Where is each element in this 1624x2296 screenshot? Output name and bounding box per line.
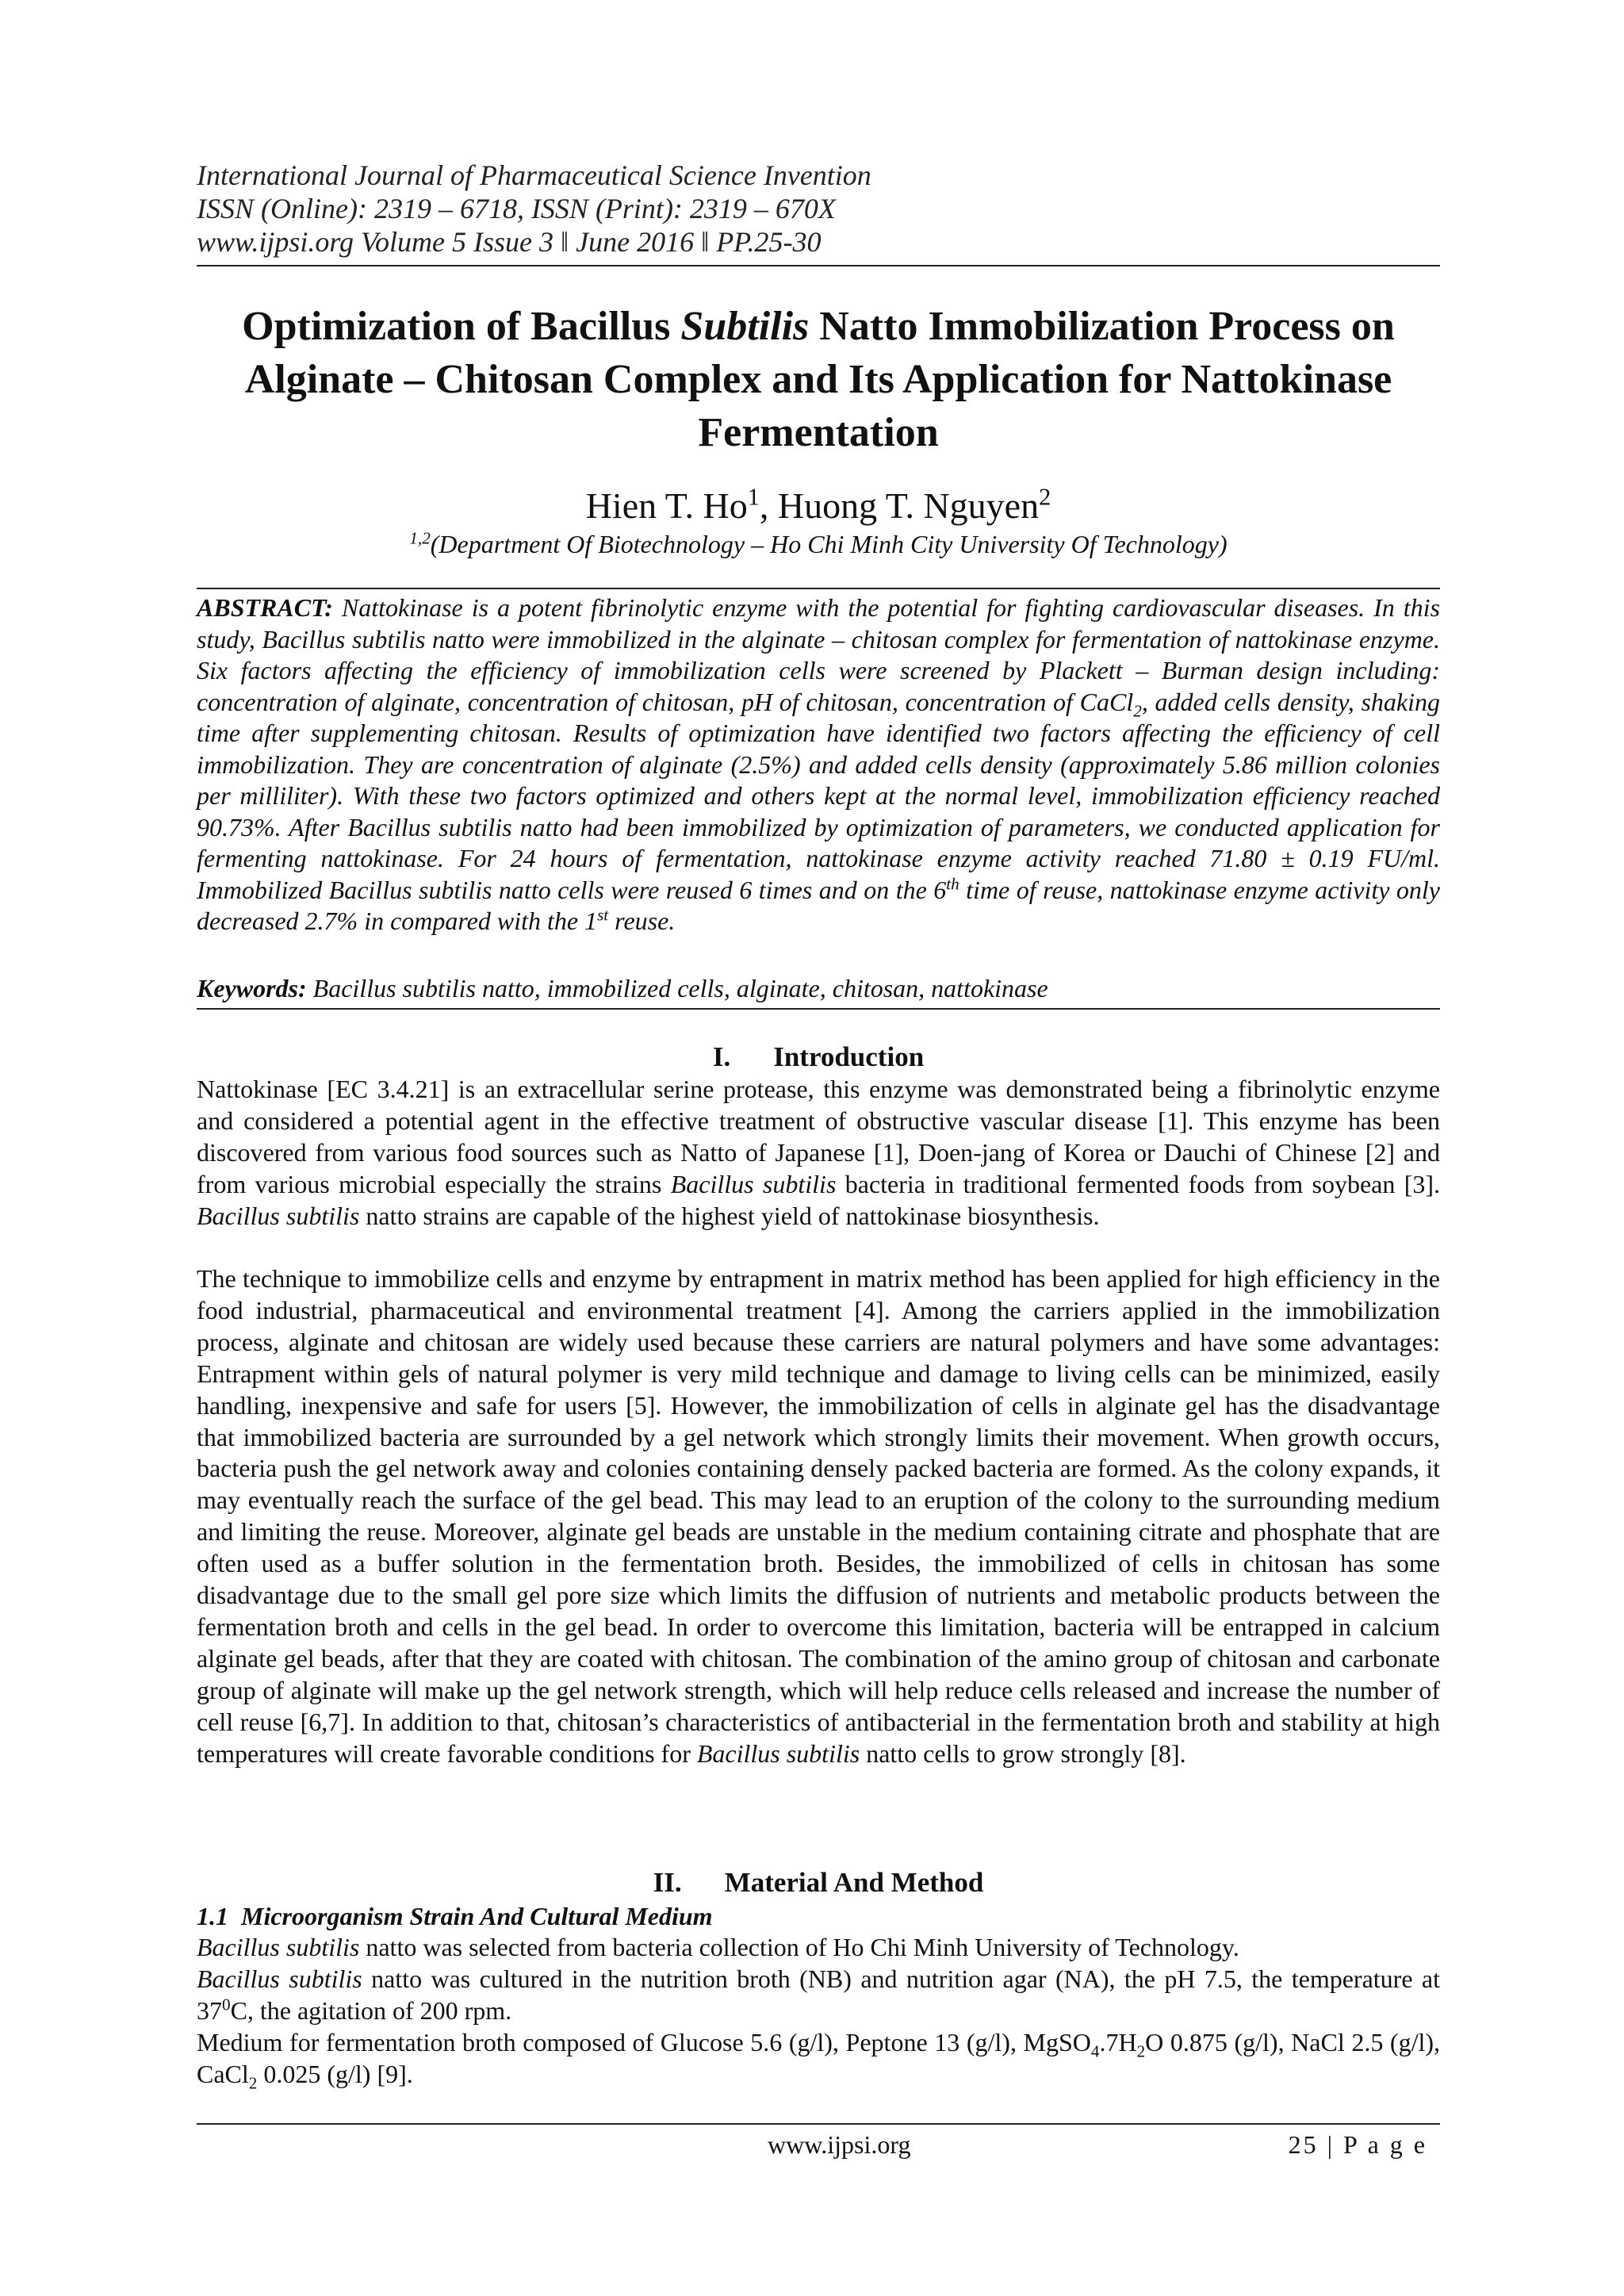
author-line bbox=[197, 485, 1440, 527]
species-name: Bacillus subtilis bbox=[197, 1964, 362, 1993]
section-2-heading bbox=[197, 1866, 1440, 1899]
abstract-text-4: reuse. bbox=[608, 907, 676, 935]
affiliation-sup: 1,2 bbox=[409, 528, 431, 548]
footer-site: www.ijpsi.org bbox=[768, 2130, 911, 2159]
title-part-2: Natto Immobilization Process on Alginate – Chitosan Complex and Its Application for Nattokinase Fermentation bbox=[244, 304, 1395, 455]
journal-volume-line: www.ijpsi.org Volume 5 Issue 3 ǁ June 2016 ǁ PP.25-30 bbox=[197, 226, 822, 258]
text-span: bacteria in traditional fermented foods from soybean [3]. bbox=[836, 1169, 1441, 1198]
author-sep: , bbox=[759, 485, 778, 526]
keywords-label: Keywords: bbox=[197, 974, 307, 1002]
journal-name: International Journal of Pharmaceutical Science Invention bbox=[197, 159, 871, 191]
text-span: 0.025 (g/l) [9]. bbox=[257, 2059, 413, 2088]
text-span: natto cells to grow strongly [8]. bbox=[860, 1738, 1186, 1768]
species-name: Bacillus subtilis bbox=[197, 1201, 360, 1230]
abstract-text-2: , added cells density, shaking time after supplementing chitosan. Results of optimization have identified two factors affecting the efficiency of cell immobilization. They are concentration of alginate (2.5%) and added cells density (approximately 5.86 million colonies per milliliter). With these two factors optimized and others kept at the normal level, immobilization efficiency reached 90.73%. After Bacillus subtilis natto had been immobilized by optimization of parameters, we conducted application for fermenting nattokinase. For 24 hours of fermentation, nattokinase enzyme activity reached 71.80 ± 0.19 FU/ml. Immobilized Bacillus subtilis natto cells were reused 6 times and on the 6 bbox=[197, 687, 1441, 904]
subsection-title: Microorganism Strain And Cultural Medium bbox=[241, 1902, 713, 1930]
keywords bbox=[197, 973, 1440, 1004]
section-2-paragraph-3 bbox=[197, 2027, 1440, 2091]
abstract-top-rule bbox=[197, 588, 1440, 589]
author-2: Huong T. Nguyen bbox=[777, 485, 1040, 526]
subsection-1-1-heading bbox=[197, 1900, 1440, 1932]
section-2-paragraph-1 bbox=[197, 1932, 1440, 1964]
header-rule bbox=[197, 265, 1440, 266]
species-name: Bacillus subtilis bbox=[670, 1169, 837, 1198]
chem-sub: 4 bbox=[1090, 2041, 1100, 2061]
subsection-number: 1.1 bbox=[197, 1902, 228, 1930]
section-1-number: I. bbox=[712, 1041, 731, 1072]
section-1-title: Introduction bbox=[773, 1041, 925, 1072]
text-span: natto was selected from bacteria collection of Ho Chi Minh University of Technology. bbox=[359, 1933, 1239, 1961]
text-span: O 0.875 (g/l), NaCl 2.5 (g/l), CaCl bbox=[197, 2028, 1441, 2088]
abstract-text-1: Nattokinase is a potent fibrinolytic enzyme with the potential for fighting cardiovascular diseases. In this study, Bacillus subtilis natto were immobilized in the alginate – chitosan complex for fermentation of nattokinase enzyme. Six factors affecting the efficiency of immobilization cells were screened by Plackett – Burman design including: concentration of alginate, concentration of chitosan, pH of chitosan, concentration of CaCl bbox=[197, 593, 1440, 716]
abstract-text-3: time of reuse, nattokinase enzyme activity only decreased 2.7% in compared with the 1 bbox=[197, 875, 1441, 935]
affiliation-text: (Department Of Biotechnology – Ho Chi Minh City University Of Technology) bbox=[430, 530, 1228, 558]
text-span: natto strains are capable of the highest yield of nattokinase biosynthesis. bbox=[359, 1201, 1100, 1230]
title-italic: Subtilis bbox=[680, 304, 810, 349]
chem-sub: 2 bbox=[1136, 2041, 1146, 2061]
abstract-sup-st: st bbox=[597, 905, 609, 925]
section-2-title: Material And Method bbox=[724, 1867, 984, 1898]
section-2-number: II. bbox=[653, 1867, 682, 1898]
text-span: C, the agitation of 200 rpm. bbox=[230, 1995, 512, 2025]
text-span: Medium for fermentation broth composed of Glucose 5.6 (g/l), Peptone 13 (g/l), MgSO bbox=[197, 2028, 1091, 2056]
chem-sub: 2 bbox=[248, 2073, 258, 2093]
section-1-paragraph-1 bbox=[197, 1074, 1440, 1232]
footer-rule bbox=[197, 2123, 1440, 2125]
text-span: .7H bbox=[1099, 2028, 1137, 2056]
paper-title bbox=[197, 300, 1440, 459]
affiliation bbox=[197, 528, 1440, 560]
text-span: Nattokinase [EC 3.4.21] is an extracellular serine protease, this enzyme was demonstrated being a fibrinolytic enzyme and considered a potential agent in the effective treatment of obstructive vascular disease [1]. This enzyme has been discovered from various food sources such as Natto of Japanese [1], Doen-jang of Korea or Dauchi of Chinese [2] and from various microbial especially the strains bbox=[197, 1075, 1440, 1198]
section-2-paragraph-2 bbox=[197, 1964, 1440, 2027]
footer-page-number: 25 | P a g e bbox=[1288, 2130, 1427, 2159]
text-span: natto was cultured in the nutrition broth (NB) and nutrition agar (NA), the pH 7.5, the temperature at 37 bbox=[197, 1964, 1441, 2025]
species-name: Bacillus subtilis bbox=[696, 1738, 860, 1768]
keywords-text: Bacillus subtilis natto, immobilized cells, alginate, chitosan, nattokinase bbox=[306, 974, 1048, 1002]
abstract-sub-2: 2 bbox=[1133, 700, 1142, 720]
abstract-sup-th: th bbox=[946, 873, 959, 893]
species-name: Bacillus subtilis bbox=[197, 1933, 360, 1961]
author-1-sup: 1 bbox=[747, 483, 760, 511]
author-2-sup: 2 bbox=[1039, 483, 1051, 511]
text-span: The technique to immobilize cells and enzyme by entrapment in matrix method has been applied for high efficiency in the food industrial, pharmaceutical and environmental treatment [4]. Among the carriers applied in the immobilization process, alginate and chitosan are widely used because these carriers are natural polymers and have some advantages: Entrapment within gels of natural polymer is very mild technique and damage to living cells can be minimized, easily handling, inexpensive and safe for users [5]. However, the immobilization of cells in alginate gel has the disadvantage that immobilized bacteria are surrounded by a gel network which strongly limits their movement. When growth occurs, bacteria push the gel network away and colonies containing densely packed bacteria are formed. As the colony expands, it may eventually reach the surface of the gel bead. This may lead to an eruption of the colony to the surrounding medium and limiting the reuse. Moreover, alginate gel beads are unstable in the medium containing citrate and phosphate that are often used as a buffer solution in the fermentation broth. Besides, the immobilized of cells in chitosan has some disadvantage due to the small gel pore size which limits the diffusion of nutrients and metabolic products between the fermentation broth and cells in the gel bead. In order to overcome this limitation, bacteria will be entrapped in calcium alginate gel beads, after that they are coated with chitosan. The combination of the amino group of chitosan and carbonate group of alginate will make up the gel network strength, which will help reduce cells released and increase the number of cell reuse [6,7]. In addition to that, chitosan’s characteristics of antibacterial in the fermentation broth and stability at high temperatures will create favorable conditions for bbox=[197, 1264, 1440, 1768]
author-1: Hien T. Ho bbox=[585, 485, 748, 526]
section-1-paragraph-2 bbox=[197, 1263, 1440, 1770]
abstract-bottom-rule bbox=[197, 1008, 1440, 1010]
abstract-label: ABSTRACT: bbox=[197, 593, 333, 622]
section-1-heading bbox=[197, 1041, 1440, 1074]
degree-sup: 0 bbox=[222, 1995, 231, 2014]
title-part-1: Optimization of Bacillus bbox=[242, 304, 681, 349]
journal-issn: ISSN (Online): 2319 – 6718, ISSN (Print): 2319 – 670X bbox=[197, 193, 836, 224]
abstract bbox=[197, 592, 1440, 937]
